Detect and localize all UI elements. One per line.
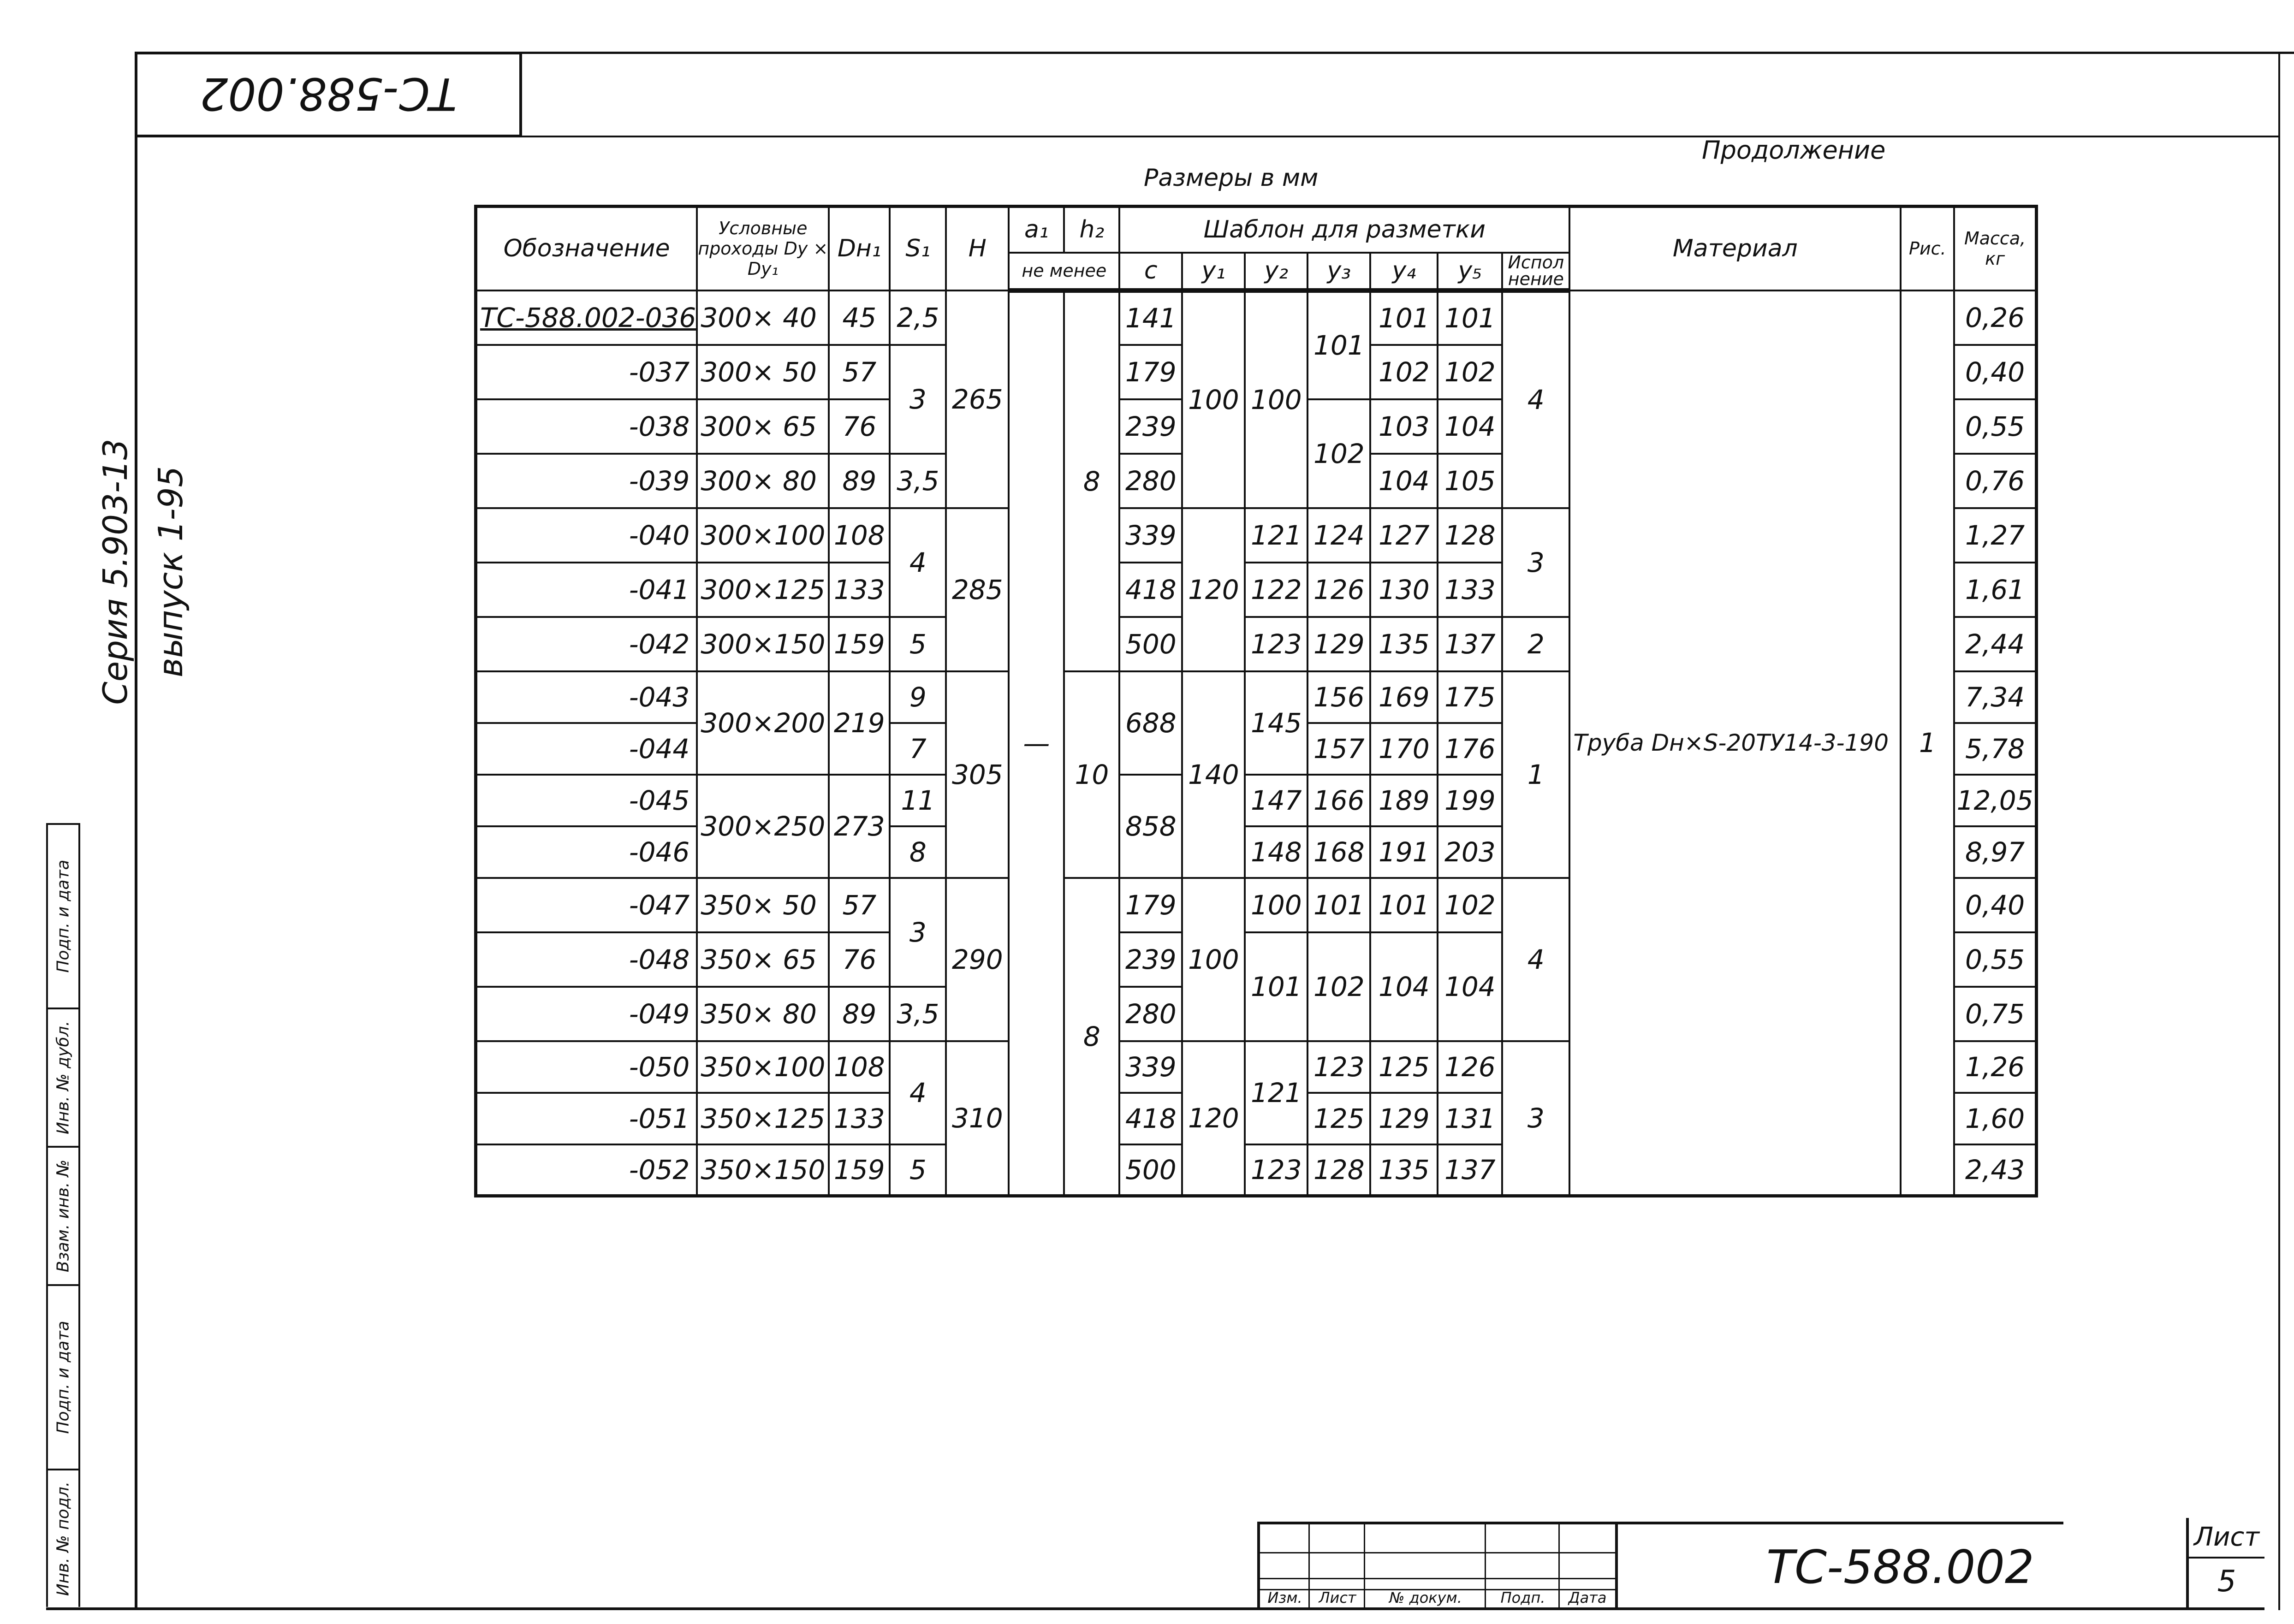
- label-doc: № докум.: [1389, 1589, 1462, 1606]
- row-pass: 300×150: [697, 617, 829, 671]
- row-y5: 105: [1438, 454, 1502, 508]
- row-y4: 103: [1370, 399, 1438, 454]
- row-mass: 1,26: [1954, 1041, 2036, 1093]
- cell-dn: 219: [829, 671, 890, 775]
- row-y2: 123: [1245, 617, 1307, 671]
- row-y5: 203: [1438, 826, 1502, 878]
- row-s: 7: [890, 723, 946, 775]
- row-mass: 0,40: [1954, 878, 2036, 932]
- row-exec: 2: [1502, 617, 1569, 671]
- row-designation: -041: [476, 563, 697, 617]
- row-y3: 125: [1307, 1093, 1370, 1144]
- row-y5: 133: [1438, 563, 1502, 617]
- row-s: 8: [890, 826, 946, 878]
- row-s: 2,5: [890, 290, 946, 345]
- cell-exec: 1: [1502, 671, 1569, 878]
- row-pass: 350×100: [697, 1041, 829, 1093]
- row-pass: 300× 65: [697, 399, 829, 454]
- series-label: Серия 5.903-13 выпуск 1-95: [96, 439, 190, 705]
- row-dn: 159: [829, 1144, 890, 1196]
- row-c: 179: [1119, 878, 1182, 932]
- row-s: 3,5: [890, 454, 946, 508]
- row-designation: -043: [476, 671, 697, 723]
- row-y4: 135: [1370, 617, 1438, 671]
- header-exec: Испол нение: [1502, 253, 1569, 290]
- row-y2: 148: [1245, 826, 1307, 878]
- cell-h2: 8: [1064, 878, 1119, 1196]
- cell-y1: 120: [1182, 508, 1245, 671]
- left-signature-strip: [46, 823, 80, 1607]
- cell-h: 265: [946, 290, 1009, 508]
- cell-h2: 10: [1064, 671, 1119, 878]
- frame-bottom-line: [46, 1607, 2264, 1610]
- cell-y3: 101: [1307, 290, 1370, 399]
- label-date: Дата: [1568, 1589, 1607, 1606]
- row-c: 280: [1119, 987, 1182, 1041]
- cell-y1: 120: [1182, 1041, 1245, 1196]
- row-mass: 5,78: [1954, 723, 2036, 775]
- specification-table: [474, 205, 2038, 1197]
- cell-y1: 100: [1182, 290, 1245, 508]
- header-material: Материал: [1569, 207, 1901, 290]
- row-y3: 123: [1307, 1041, 1370, 1093]
- row-mass: 0,26: [1954, 290, 2036, 345]
- cell-y2: 101: [1245, 932, 1307, 1041]
- strip-cell-repl-inv: Взам. инв. №: [46, 1146, 80, 1284]
- label-sign: Подп.: [1500, 1589, 1545, 1606]
- row-dn: 108: [829, 508, 890, 563]
- header-designation: Обозначение: [476, 207, 697, 290]
- header-passes: Условные проходы Dy × Dy₁: [697, 207, 829, 290]
- revision-row-line: [1260, 1552, 1615, 1553]
- row-mass: 0,40: [1954, 345, 2036, 399]
- header-a: a₁: [1009, 207, 1064, 253]
- row-designation: -047: [476, 878, 697, 932]
- row-designation: -051: [476, 1093, 697, 1144]
- header-y4: y₄: [1370, 253, 1438, 290]
- row-mass: 2,44: [1954, 617, 2036, 671]
- cell-dn: 273: [829, 775, 890, 878]
- row-c: 339: [1119, 508, 1182, 563]
- row-y4: 135: [1370, 1144, 1438, 1196]
- header-h2: h₂: [1064, 207, 1119, 253]
- top-stamp: [135, 52, 522, 137]
- header-fig: Рис.: [1901, 207, 1954, 290]
- row-mass: 1,60: [1954, 1093, 2036, 1144]
- row-c: 500: [1119, 1144, 1182, 1196]
- row-pass: 350× 50: [697, 878, 829, 932]
- row-dn: 76: [829, 399, 890, 454]
- revision-grid: [1260, 1524, 1618, 1607]
- document-code: ТС-588.002: [1766, 1540, 2034, 1594]
- row-y5: 199: [1438, 775, 1502, 826]
- row-s: 11: [890, 775, 946, 826]
- row-dn: 89: [829, 454, 890, 508]
- row-c: 179: [1119, 345, 1182, 399]
- cell-c: 858: [1119, 775, 1182, 878]
- row-pass: 350× 80: [697, 987, 829, 1041]
- row-y2: 147: [1245, 775, 1307, 826]
- row-mass: 1,61: [1954, 563, 2036, 617]
- row-y4: 101: [1370, 878, 1438, 932]
- sheet-label: Лист: [2189, 1518, 2264, 1559]
- row-y5: 101: [1438, 290, 1502, 345]
- row-y5: 102: [1438, 878, 1502, 932]
- row-y4: 127: [1370, 508, 1438, 563]
- row-pass: 350× 65: [697, 932, 829, 987]
- row-mass: 0,76: [1954, 454, 2036, 508]
- row-c: 500: [1119, 617, 1182, 671]
- cell-y2: 145: [1245, 671, 1307, 775]
- row-dn: 133: [829, 563, 890, 617]
- row-pass: 300×100: [697, 508, 829, 563]
- row-dn: 45: [829, 290, 890, 345]
- frame-left-line: [135, 52, 137, 1610]
- row-pass: 300× 50: [697, 345, 829, 399]
- row-y5: 104: [1438, 399, 1502, 454]
- sheet-box: [2186, 1518, 2264, 1607]
- revision-row-line: [1260, 1578, 1615, 1579]
- row-pass: 300× 80: [697, 454, 829, 508]
- row-dn: 89: [829, 987, 890, 1041]
- strip-cell-orig-inv: Инв. № подл.: [46, 1469, 80, 1607]
- row-dn: 57: [829, 345, 890, 399]
- cell-y4: 104: [1370, 932, 1438, 1041]
- row-y2: 121: [1245, 508, 1307, 563]
- row-s: 5: [890, 617, 946, 671]
- cell-a-dash: —: [1009, 290, 1064, 1196]
- row-designation: -049: [476, 987, 697, 1041]
- row-dn: 133: [829, 1093, 890, 1144]
- row-y3: 166: [1307, 775, 1370, 826]
- row-y2: 123: [1245, 1144, 1307, 1196]
- cell-y3: 102: [1307, 399, 1370, 508]
- cell-s: 3: [890, 345, 946, 454]
- sizes-note: Размеры в мм: [1144, 164, 1319, 192]
- row-y4: 169: [1370, 671, 1438, 723]
- row-y5: 128: [1438, 508, 1502, 563]
- row-s: 5: [890, 1144, 946, 1196]
- row-mass: 1,27: [1954, 508, 2036, 563]
- cell-exec: 4: [1502, 878, 1569, 1041]
- row-designation: -037: [476, 345, 697, 399]
- row-designation: -048: [476, 932, 697, 987]
- row-y2: 122: [1245, 563, 1307, 617]
- cell-s: 4: [890, 1041, 946, 1144]
- row-c: 418: [1119, 1093, 1182, 1144]
- cell-h: 305: [946, 671, 1009, 878]
- row-y5: 131: [1438, 1093, 1502, 1144]
- row-designation: -042: [476, 617, 697, 671]
- row-y5: 176: [1438, 723, 1502, 775]
- row-y4: 101: [1370, 290, 1438, 345]
- cell-fig: 1: [1901, 290, 1954, 1196]
- cell-h: 285: [946, 508, 1009, 671]
- row-y3: 126: [1307, 563, 1370, 617]
- row-s: 9: [890, 671, 946, 723]
- row-y4: 102: [1370, 345, 1438, 399]
- row-designation: -044: [476, 723, 697, 775]
- header-min: не менее: [1009, 253, 1119, 290]
- row-pass: 350×125: [697, 1093, 829, 1144]
- row-c: 239: [1119, 932, 1182, 987]
- label-izm: Изм.: [1267, 1589, 1302, 1606]
- cell-h2: 8: [1064, 290, 1119, 671]
- cell-pass: 300×250: [697, 775, 829, 878]
- row-y4: 191: [1370, 826, 1438, 878]
- cell-s: 3: [890, 878, 946, 987]
- row-y3: 129: [1307, 617, 1370, 671]
- row-designation: -040: [476, 508, 697, 563]
- row-dn: 159: [829, 617, 890, 671]
- row-c: 418: [1119, 563, 1182, 617]
- row-y5: 137: [1438, 617, 1502, 671]
- row-y3: 168: [1307, 826, 1370, 878]
- row-designation: -046: [476, 826, 697, 878]
- header-mass: Масса, кг: [1954, 207, 2036, 290]
- cell-h: 310: [946, 1041, 1009, 1196]
- header-h: H: [946, 207, 1009, 290]
- row-c: 141: [1119, 290, 1182, 345]
- row-pass: 300× 40: [697, 290, 829, 345]
- row-y3: 157: [1307, 723, 1370, 775]
- row-mass: 0,55: [1954, 399, 2036, 454]
- cell-y5: 104: [1438, 932, 1502, 1041]
- cell-exec: 3: [1502, 1041, 1569, 1196]
- row-y3: 124: [1307, 508, 1370, 563]
- strip-cell-sign-date-2: Подп. и дата: [46, 1284, 80, 1469]
- cell-y1: 140: [1182, 671, 1245, 878]
- header-s: S₁: [890, 207, 946, 290]
- row-y4: 104: [1370, 454, 1438, 508]
- row-pass: 300×125: [697, 563, 829, 617]
- row-y5: 126: [1438, 1041, 1502, 1093]
- row-y5: 137: [1438, 1144, 1502, 1196]
- row-y5: 102: [1438, 345, 1502, 399]
- row-designation: -045: [476, 775, 697, 826]
- continuation-note: Продолжение: [1702, 136, 1886, 165]
- row-mass: 0,55: [1954, 932, 2036, 987]
- row-mass: 2,43: [1954, 1144, 2036, 1196]
- row-c: 280: [1119, 454, 1182, 508]
- row-designation: -039: [476, 454, 697, 508]
- row-y4: 125: [1370, 1041, 1438, 1093]
- row-y3: 156: [1307, 671, 1370, 723]
- label-list: Лист: [1319, 1589, 1356, 1606]
- cell-y2: 100: [1245, 290, 1307, 508]
- header-y1: y₁: [1182, 253, 1245, 290]
- cell-h: 290: [946, 878, 1009, 1041]
- row-mass: 12,05: [1954, 775, 2036, 826]
- row-y3: 128: [1307, 1144, 1370, 1196]
- cell-pass: 300×200: [697, 671, 829, 775]
- header-dn: Dн₁: [829, 207, 890, 290]
- sheet-number: 5: [2217, 1565, 2236, 1599]
- row-dn: 76: [829, 932, 890, 987]
- top-stamp-text: ТС-588.002: [200, 68, 457, 119]
- cell-exec: 4: [1502, 290, 1569, 508]
- cell-y2: 121: [1245, 1041, 1307, 1144]
- row-y4: 130: [1370, 563, 1438, 617]
- row-c: 239: [1119, 399, 1182, 454]
- cell-material: Труба Dн×S-20ТУ14-3-190: [1569, 290, 1901, 1196]
- row-y4: 129: [1370, 1093, 1438, 1144]
- row-dn: 57: [829, 878, 890, 932]
- row-y4: 189: [1370, 775, 1438, 826]
- row-pass: 350×150: [697, 1144, 829, 1196]
- row-designation: -050: [476, 1041, 697, 1093]
- row-y4: 170: [1370, 723, 1438, 775]
- row-c: 339: [1119, 1041, 1182, 1093]
- header-template: Шаблон для разметки: [1119, 207, 1569, 253]
- row-s: 3,5: [890, 987, 946, 1041]
- row-y3: 101: [1307, 878, 1370, 932]
- row-dn: 108: [829, 1041, 890, 1093]
- cell-y3: 102: [1307, 932, 1370, 1041]
- row-y2: 100: [1245, 878, 1307, 932]
- cell-y1: 100: [1182, 878, 1245, 1041]
- row-designation: -052: [476, 1144, 697, 1196]
- row-mass: 0,75: [1954, 987, 2036, 1041]
- row-designation: -038: [476, 399, 697, 454]
- header-c: c: [1119, 253, 1182, 290]
- header-y5: y₅: [1438, 253, 1502, 290]
- row-designation: ТС-588.002-036: [476, 290, 697, 345]
- cell-s: 4: [890, 508, 946, 617]
- cell-exec: 3: [1502, 508, 1569, 617]
- cell-c: 688: [1119, 671, 1182, 775]
- header-y2: y₂: [1245, 253, 1307, 290]
- row-y5: 175: [1438, 671, 1502, 723]
- header-y3: y₃: [1307, 253, 1370, 290]
- frame-right-line: [2278, 52, 2280, 1610]
- strip-cell-dup-inv: Инв. № дубл.: [46, 1008, 80, 1146]
- row-mass: 8,97: [1954, 826, 2036, 878]
- row-mass: 7,34: [1954, 671, 2036, 723]
- strip-cell-sign-date-1: Подп. и дата: [46, 823, 80, 1008]
